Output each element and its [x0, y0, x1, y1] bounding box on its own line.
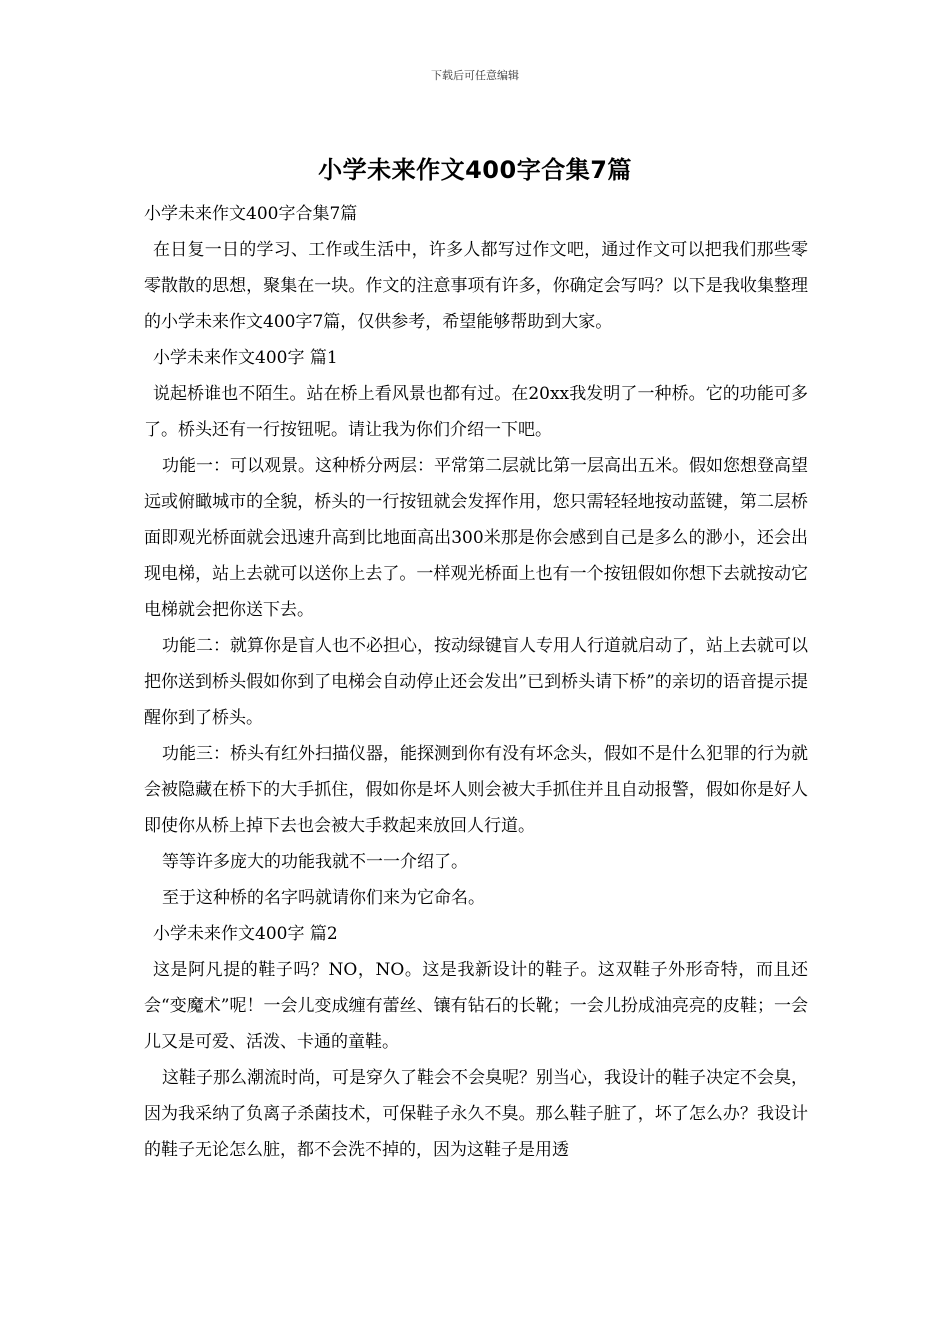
- body-paragraph: 至于这种桥的名字吗就请你们来为它命名。: [162, 888, 485, 908]
- document-title: 小学未来作文400字合集7篇: [318, 156, 632, 184]
- section-heading-1: 小学未来作文400字 篇1: [153, 348, 338, 368]
- page-header-note: 下载后可任意编辑: [431, 69, 519, 82]
- body-paragraph: 功能二：就算你是盲人也不必担心，按动绿键盲人专用人行道就启动了，站上去就可以把你送到桥头假如你到了电梯会自动停止还会发出”已到桥头请下桥”的亲切的语音提示提醒你到了桥头。: [144, 636, 808, 728]
- section-heading-2: 小学未来作文400字 篇2: [153, 924, 338, 944]
- subtitle-paragraph: 小学未来作文400字合集7篇: [144, 204, 358, 224]
- intro-paragraph: 在日复一日的学习、工作或生活中，许多人都写过作文吧，通过作文可以把我们那些零零散散的思想，聚集在一块。作文的注意事项有许多，你确定会写吗？以下是我收集整理的小学未来作文400字7篇，仅供参考，希望能够帮助到大家。: [144, 240, 808, 332]
- document-body: [144, 196, 808, 1168]
- body-paragraph: 这鞋子那么潮流时尚，可是穿久了鞋会不会臭呢？别当心，我设计的鞋子决定不会臭，因为我采纳了负离子杀菌技术，可保鞋子永久不臭。那么鞋子脏了，坏了怎么办？我设计的鞋子无论怎么脏，都不会洗不掉的，因为这鞋子是用透: [144, 1068, 808, 1160]
- body-paragraph: 这是阿凡提的鞋子吗？NO，NO。这是我新设计的鞋子。这双鞋子外形奇特，而且还会“变魔术”呢！一会儿变成缠有蕾丝、镶有钻石的长靴；一会儿扮成油亮亮的皮鞋；一会儿又是可爱、活泼、卡通的童鞋。: [144, 960, 808, 1052]
- body-paragraph: 功能三：桥头有红外扫描仪器，能探测到你有没有坏念头，假如不是什么犯罪的行为就会被隐藏在桥下的大手抓住，假如你是坏人则会被大手抓住并且自动报警，假如你是好人即使你从桥上掉下去也会被大手救起来放回人行道。: [144, 744, 808, 836]
- body-paragraph: 说起桥谁也不陌生。站在桥上看风景也都有过。在20xx我发明了一种桥。它的功能可多了。桥头还有一行按钮呢。请让我为你们介绍一下吧。: [144, 384, 808, 440]
- body-paragraph: 功能一：可以观景。这种桥分两层：平常第二层就比第一层高出五米。假如您想登高望远或俯瞰城市的全貌，桥头的一行按钮就会发挥作用，您只需轻轻地按动蓝键，第二层桥面即观光桥面就会迅速升高到比地面高出300米那是你会感到自己是多么的渺小，还会出现电梯，站上去就可以送你上去了。一样观光桥面上也有一个按钮假如你想下去就按动它电梯就会把你送下去。: [144, 456, 808, 620]
- body-paragraph: 等等许多庞大的功能我就不一一介绍了。: [162, 852, 468, 872]
